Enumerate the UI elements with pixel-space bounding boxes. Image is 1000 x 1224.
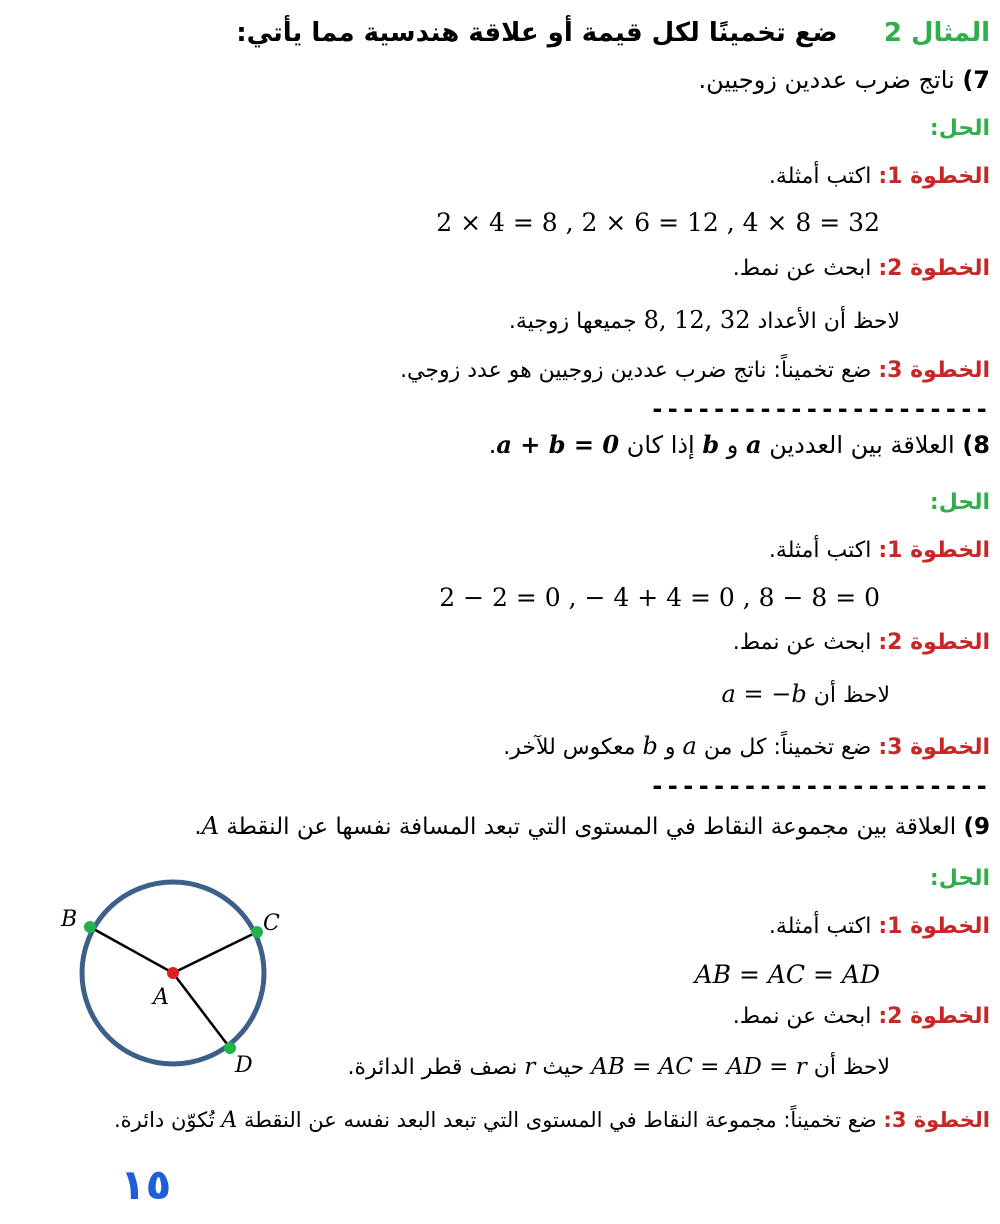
step-text: ابحث عن نمط. [732, 630, 872, 655]
step-label: الخطوة 1: [878, 914, 990, 939]
question-text: و [726, 431, 739, 459]
point-a: A [221, 1108, 238, 1133]
example-title: ضع تخمينًا لكل قيمة أو علاقة هندسية مما يأتي: [236, 18, 838, 48]
p8-examples-math: 2 − 2 = 0 , − 4 + 4 = 0 , 8 − 8 = 0 [439, 583, 880, 612]
step-text: ضع تخميناً: ناتج ضرب عددين زوجيين هو عدد زوجي. [400, 358, 872, 383]
var-b: b [702, 430, 720, 459]
p9-step1 [769, 914, 990, 939]
problem-9-question [194, 812, 990, 840]
step-text: ابحث عن نمط. [732, 256, 872, 281]
solution-label: الحل: [929, 490, 990, 515]
page-number: ١٥ [120, 1160, 172, 1209]
solution-label: الحل: [929, 866, 990, 891]
p8-step3 [503, 732, 990, 760]
p7-note [509, 306, 900, 334]
problem-number: 7) [962, 66, 990, 94]
label-a: A [153, 985, 169, 1010]
var-b: b [642, 732, 658, 760]
question-text: ناتج ضرب عددين زوجيين. [698, 66, 955, 94]
question-text: العلاقة بين العددين [769, 431, 955, 459]
note-text: نصف قطر الدائرة. [347, 1055, 518, 1080]
circle-figure [55, 868, 295, 1083]
solution-label: الحل: [929, 116, 990, 141]
step-label: الخطوة 2: [878, 1004, 990, 1029]
radius-ab [90, 927, 173, 973]
step-text: معكوس للآخر. [503, 735, 636, 760]
note-text: لاحظ أن [813, 683, 890, 708]
step-text: اكتب أمثلة. [768, 538, 872, 563]
problem-8-question [489, 430, 990, 459]
p9-step2 [733, 1004, 990, 1029]
p9-step3 [114, 1108, 990, 1133]
step-text: ضع تخميناً: مجموعة النقاط في المستوى التي تبعد البعد نفسه عن النقطة [243, 1108, 877, 1132]
center-a-marker [167, 967, 179, 979]
problem-number: 8) [962, 431, 990, 459]
problem-number: 9) [963, 814, 990, 840]
problem-7-question [698, 66, 990, 94]
note-text: جميعها زوجية. [508, 309, 637, 334]
label-c: C [263, 911, 280, 936]
step-label: الخطوة 1: [878, 538, 990, 563]
p7-examples-math: 2 × 4 = 8 , 2 × 6 = 12 , 4 × 8 = 32 [436, 208, 880, 237]
question-text: إذا كان [626, 431, 695, 459]
p8-note [722, 680, 890, 708]
p7-step3 [400, 358, 990, 383]
step-text: تُكوّن دائرة. [113, 1108, 215, 1132]
note-math: a = −b [721, 680, 807, 708]
note-math: AB = AC = AD = r [591, 1054, 807, 1080]
p8-step2 [733, 630, 990, 655]
step-text: و [664, 735, 676, 760]
p8-step1 [769, 538, 990, 563]
step-label: الخطوة 3: [878, 735, 990, 760]
step-label: الخطوة 3: [878, 358, 990, 383]
example-header [236, 18, 990, 48]
step-text: ابحث عن نمط. [732, 1004, 872, 1029]
step-label: الخطوة 2: [878, 256, 990, 281]
separator: ---------------------- [650, 772, 990, 800]
label-d: D [235, 1053, 253, 1078]
example-label: المثال 2 [883, 18, 990, 48]
punctuation: . [488, 431, 497, 459]
step-text: اكتب أمثلة. [768, 914, 872, 939]
p7-step2 [733, 256, 990, 281]
radius-ac [173, 932, 257, 973]
var-a: a [746, 430, 762, 459]
condition-math: a + b = 0 [496, 430, 620, 459]
var-a: a [682, 732, 697, 760]
step-label: الخطوة 2: [878, 630, 990, 655]
point-a: A [201, 812, 220, 840]
step-label: الخطوة 3: [883, 1108, 990, 1132]
separator: ---------------------- [650, 395, 990, 423]
point-b-marker [84, 921, 96, 933]
p9-note [347, 1054, 890, 1080]
step-text: ضع تخميناً: كل من [703, 735, 872, 760]
p7-step1 [769, 164, 990, 189]
note-var-r: r [524, 1054, 536, 1080]
point-c-marker [251, 926, 263, 938]
step-text: اكتب أمثلة. [768, 164, 872, 189]
note-text: حيث [542, 1055, 585, 1080]
label-b: B [61, 907, 78, 932]
p9-examples-math: AB = AC = AD [694, 960, 880, 989]
question-text: العلاقة بين مجموعة النقاط في المستوى التي تبعد المسافة نفسها عن النقطة [226, 814, 957, 840]
note-text: لاحظ أن الأعداد [757, 309, 900, 334]
step-label: الخطوة 1: [878, 164, 990, 189]
note-numbers: 8, 12, 32 [643, 306, 751, 334]
punctuation: . [194, 814, 202, 840]
note-text: لاحظ أن [813, 1055, 890, 1080]
radius-ad [173, 973, 230, 1048]
